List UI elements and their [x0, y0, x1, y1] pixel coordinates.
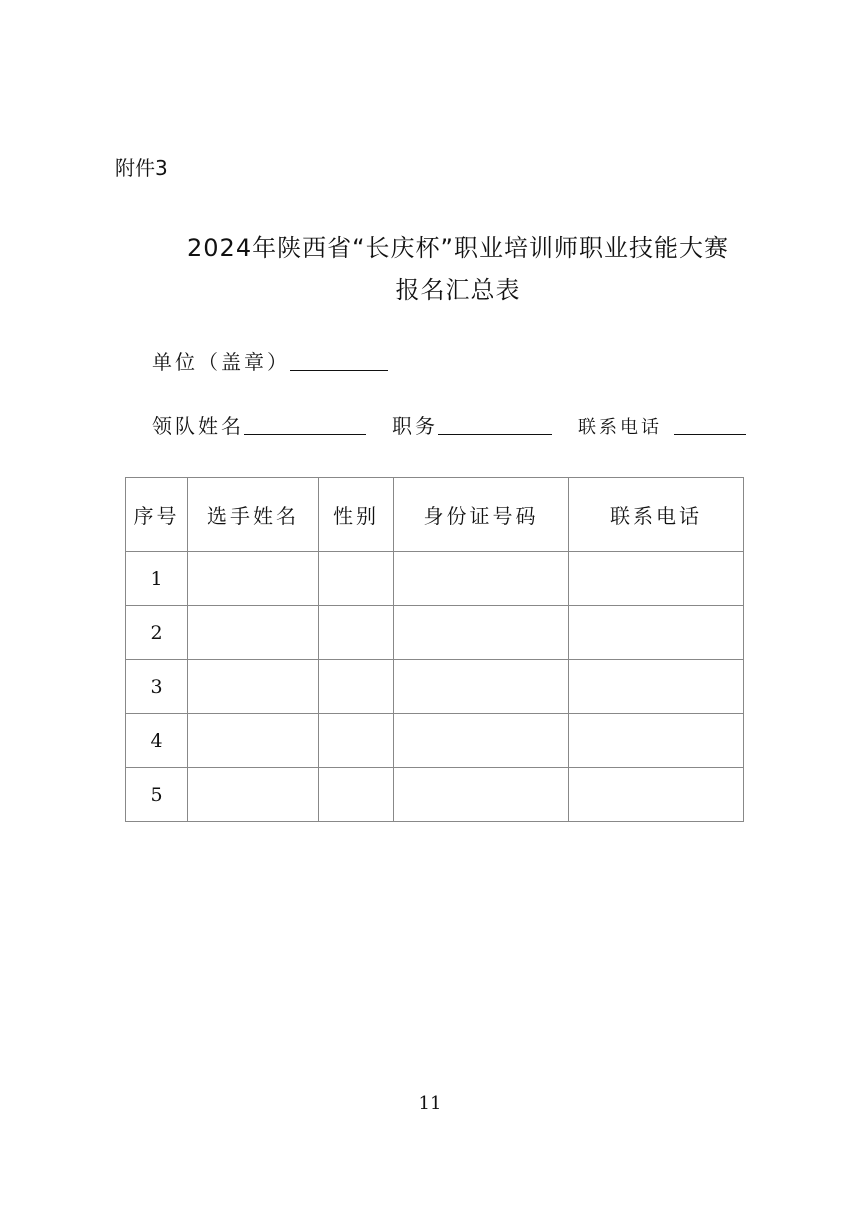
id-number-cell[interactable]	[394, 660, 569, 714]
header-index: 序号	[126, 478, 188, 552]
row-index: 5	[126, 768, 188, 822]
row-index: 3	[126, 660, 188, 714]
leader-name-label: 领队姓名	[152, 414, 244, 438]
phone-label: 联系电话	[578, 417, 662, 438]
phone-blank[interactable]	[674, 433, 746, 435]
table-row	[126, 660, 744, 714]
table-header-row	[126, 478, 744, 552]
form-title-line2: 报名汇总表	[395, 276, 521, 304]
header-player-name: 选手姓名	[188, 478, 319, 552]
row-index: 1	[126, 552, 188, 606]
player-name-cell[interactable]	[188, 768, 319, 822]
player-name-cell[interactable]	[188, 714, 319, 768]
attachment-label: 附件3	[115, 156, 168, 180]
player-name-cell[interactable]	[188, 606, 319, 660]
row-index: 2	[126, 606, 188, 660]
table-row	[126, 768, 744, 822]
header-phone: 联系电话	[569, 478, 744, 552]
unit-label: 单位（盖章）	[152, 350, 290, 374]
phone-cell[interactable]	[569, 606, 744, 660]
phone-cell[interactable]	[569, 552, 744, 606]
table-row	[126, 606, 744, 660]
header-gender: 性别	[319, 478, 394, 552]
registration-table	[125, 477, 744, 822]
page-number: 11	[418, 1093, 442, 1114]
id-number-cell[interactable]	[394, 768, 569, 822]
table-row	[126, 714, 744, 768]
leader-name-blank[interactable]	[244, 433, 366, 435]
phone-cell[interactable]	[569, 714, 744, 768]
table-row	[126, 552, 744, 606]
unit-blank[interactable]	[290, 369, 388, 371]
gender-cell[interactable]	[319, 606, 394, 660]
row-index: 4	[126, 714, 188, 768]
id-number-cell[interactable]	[394, 552, 569, 606]
leader-field-row	[152, 410, 746, 439]
gender-cell[interactable]	[319, 660, 394, 714]
player-name-cell[interactable]	[188, 552, 319, 606]
id-number-cell[interactable]	[394, 606, 569, 660]
id-number-cell[interactable]	[394, 714, 569, 768]
position-label: 职务	[392, 414, 438, 438]
position-blank[interactable]	[438, 433, 552, 435]
gender-cell[interactable]	[319, 552, 394, 606]
phone-cell[interactable]	[569, 660, 744, 714]
gender-cell[interactable]	[319, 714, 394, 768]
unit-field-row	[152, 346, 388, 375]
phone-cell[interactable]	[569, 768, 744, 822]
gender-cell[interactable]	[319, 768, 394, 822]
player-name-cell[interactable]	[188, 660, 319, 714]
header-id-number: 身份证号码	[394, 478, 569, 552]
form-title-line1: 2024年陕西省“长庆杯”职业培训师职业技能大赛	[187, 234, 729, 262]
